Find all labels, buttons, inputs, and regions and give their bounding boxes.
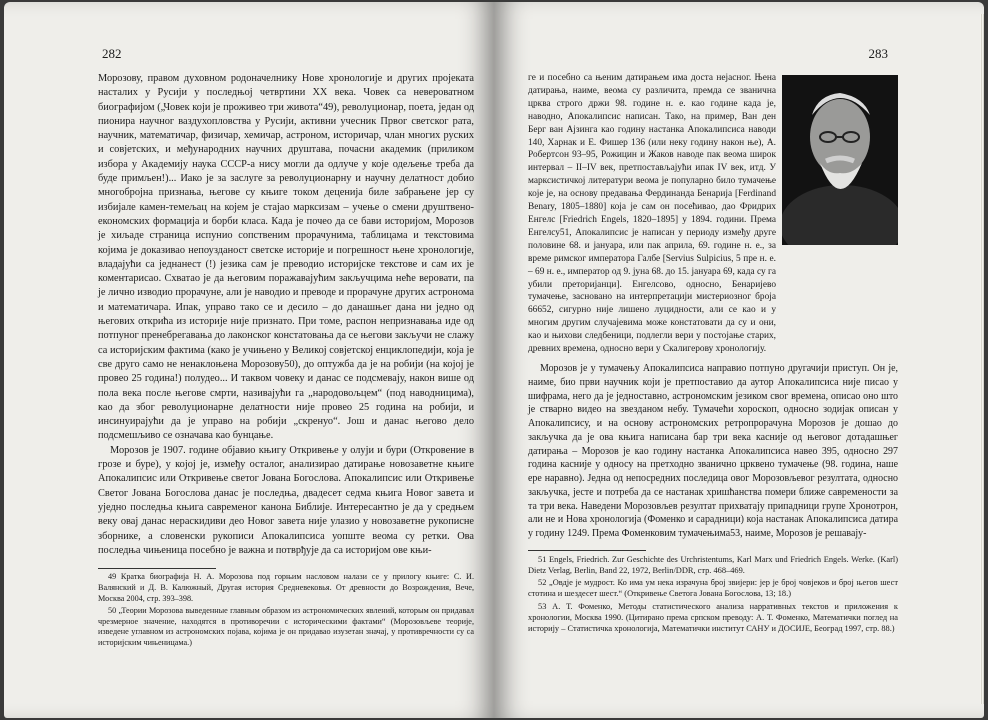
footnote: 52 „Овдје је мудрост. Ко има ум нека израчуна број звијери: јер је број човјеков и број његов шест стотина и шездесет шест.“ (Откривење Светога Јована Богослова, 13; 18.) — [528, 578, 898, 599]
paragraph: Морозову, правом духовном родоначелнику Нове хронологије и других пројеката насталих у Русији у последњој четвртини XX века. Човек са невероватном биографијом („Човек који је проживео три живота“49), револуционар, поета, један од пионира научног ваздухопловства у Русији, активни учесник Првог светског рата, научник, математичар, физичар, хемичар, астроном, историчар, члан многих руских и совјетских, и међународних научних друштава, почасни академик (приликом избора у Академију наука СССР-а нису могли да одлуче у које одељење треба да буде примљен!)... Иако је за заслуге за револуционарну и научну делатност добио многобројна признања, његове су књиге током деценија биле забрањене јер су избијале камен-темељац на којем је стајао марксизам – учење о смени друштвено-економских формација и борби класа. Када је почео да се бави историјом, Морозов је хиљаде страница испунио сопственим прорачунима, таблицама и текстовима којима је доказивао непоузданост светске историје и погрешност њене хронологије, владајући са једнанест (!) језика сам је преводио историјске текстове и сам их је коментарисао. Схватао је да његовим поражавајућим закључцима неће веровати, па је лично изводио прорачуне, али је наводио и преводе и прорачуне других астронома и математичара. Ипак, управо тако се и десило – до данашњег дана ни једно од његових открића из историје није признато. При томе, распон непризнавања иде од потпуног пренебрегавања до лаконског констатовања да се његови закључи не слажу са историјским фактима (како је учињено у Великој совјетској енциклопедији, која је све друго само не ненаклоњена Морозову50), до оптужба да је на робији (на којој је провео 25 година!) полудео... И таквом човеку и данас се подсмевају, након више од пола века после његове смрти, називајући га „народовољцем“ (под наводницима), као да због револуционарне делатности није провео 25 година на робији, и инсинуирајући да је управо на робији „скренуо“. Још и данас његово дело подсмешљиво се означава као бунцање. — [98, 73, 474, 442]
left-page — [4, 2, 494, 718]
footnote: 49 Кратка биографија Н. А. Морозова под горњим насловом налази се у прилогу књиге: С. И. Валянский и Д. В. Калюжный, Другая история Средневековья. От древности до Возрождения, Вече, Москва 2004, стр. 393–398. — [98, 572, 474, 603]
footnote: 53 А. Т. Фоменко, Методы статистического анализа нарративных текстов и приложения к хронологии, Москва 1990. (Цитирано према српском преводу: А. Т. Фоменко, Математички поглед на историју – Статистичка хронологија, Математички институт САНУ и ДОСИЈЕ, Београд 1997, стр. 88.) — [528, 601, 898, 633]
footnote-rule — [98, 568, 216, 569]
paragraph: Морозов је 1907. године објавио књигу Откривење у олуји и бури (Откровение в грозе и буре), у којој је, између осталог, анализирао датирање новозаветне књиге Апокалипсис или Откривење светог Јована Богослова. Апокалипсис или Откривење Светог Јована Богослова данас је последња, двадесет седма књига Новог завета и уједно последња књига савременог канона Библије. Интересантно је да у средњем веку овај данас нераскидиви део Новог завета није улазио у новозаветне рукописне зборнике, а словенски рукописи Апокалипсиса уопште веома су ретки. Ова последња чињеница посебно је важна и потврђује да са историјом ове књи- — [98, 444, 474, 556]
portrait-photo — [782, 75, 898, 245]
footnotes — [528, 554, 898, 635]
page-edges — [980, 14, 984, 704]
footnote: 50 „Теории Морозова выведенные главным образом из астрономических явлений, которым он придавал чрезмерное значение, находятся в противоречии с историческими фактами“ (Морозовљеве теорије, изведене углавном из астрономских појава, којима је он придавао изузетан значај, у противречности су са историјским чињеницама.) — [98, 605, 474, 648]
open-book — [4, 2, 984, 718]
body-text-beside-photo — [528, 72, 776, 356]
paragraph: ге и посебно са њеним датирањем има доста нејасног. Њена датирања, наиме, веома су различита, премда се званична црква строго држи 98. године н. е. као године када је, наводно, Апокалипсис написан. Тако, на пример, Ван ден Берг ван Ајзинга као годину настанка Апокалипсиса наводи 140, Харнак и Е. Фишер 136 (или неку годину након ње), А. Робертсон 93–95, Рожицин и Жаков наводе пак веома широк интервал – II–IV век, претпостављајући ипак IV век, итд. У марксистичкој литератури веома је популарно било тумачење које је, на основу предавања Фердинанда Бенарија [Ferdinand Benary, 1805–1880] која је сам он посећивао, дао Фридрих Енгелс [Friedrich Engels, 1820–1895] у 1894. години. Према Енгелсу51, Апокалипсис је написан у периоду између друге половине 68. и јануара, или пак априла, 69. године н. е., за време римског императора Галбе [Servius Sulpicius, 5 пре н. е. – 69 н. е., император од 9. јуна 68. до 15. јануара 69, када су га убили преторијанци]. Енгелсово, односно, Бенаријево тумачење, засновано на интерпретацији мистериозног броја 66652, сигурно није лишено луцидности, али се као и у многим другим случајевима може констатовати да су и они, као и њихови следбеници, подлегли вери у постојање старих, древних времена, односно вери у Скалигерову хронологију. — [528, 73, 776, 355]
right-page — [494, 2, 984, 718]
footnote: 51 Engels, Friedrich. Zur Geschichte des Urchristentums, Karl Marx und Friedrich Engels. Werke. (Karl) Dietz Verlag, Berlin, Band 22, 1972, Berlin/DDR, стр. 468–469. — [528, 555, 898, 576]
page-number: 282 — [102, 46, 122, 61]
page-number: 283 — [868, 46, 888, 61]
body-text — [528, 362, 898, 541]
footnote-rule — [528, 550, 646, 551]
paragraph: Морозов је у тумачењу Апокалипсиса направио потпуно другачији приступ. Он је, наиме, био први научник који је претпоставио да аутор Апокалипсиса није писао у шифрама, него да је једноставно, астрономским језиком свог времена, описао оно што је стварно видео на звезданом небу. Тумачећи хороскоп, односно зодијак описан у Апокалипсису, и на основу астрономских ретропрорачуна Морозов је дошао до закључка да је ова књига написана бар три века касније од његовог дотадашњег датирања – Морозов је као годину настанка Апокалипсиса навео 395, односно 297 година касније у односу на претходно званично црквено тумачење (98. година, наше ере наравно). Једна од непосредних последица овог Морозовљевог резултата, односно закључка, јесте и потреба да се настанак хришћанства помери ближе савремености за та три века. Наведени Морозовљев резултат прихватају припадници групе Хронотрон, али не и Нова хронологија (Фоменко и сарадници) која настанак Апокалипсиса датира у годину 1249. Према Фоменковим тумачењима53, наиме, Морозов је решавају- — [528, 363, 898, 539]
body-text — [98, 72, 474, 558]
footnotes — [98, 572, 474, 650]
portrait-image — [782, 75, 898, 245]
